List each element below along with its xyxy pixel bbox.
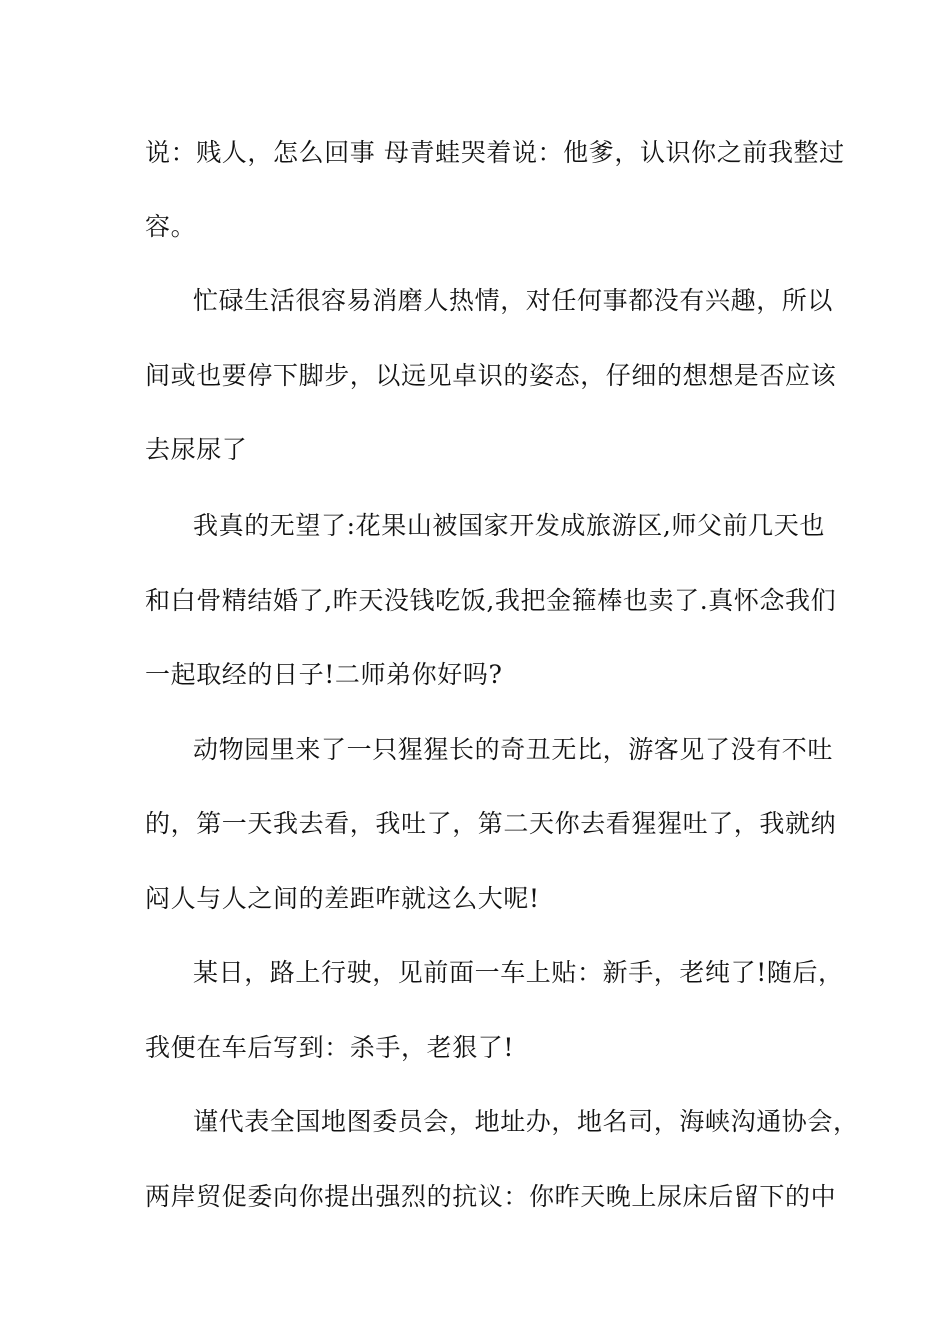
text-line-6: 我真的无望了:花果山被国家开发成旅游区,师父前几天也 [193,511,825,540]
text-line-2: 容。 [145,212,197,241]
text-line-4: 间或也要停下脚步，以远见卓识的姿态，仔细的想想是否应该 [145,361,837,390]
text-line-11: 闷人与人之间的差距咋就这么大呢! [145,884,540,913]
text-line-10: 的，第一天我去看，我吐了，第二天你去看猩猩吐了，我就纳 [145,809,837,838]
text-line-7: 和白骨精结婚了,昨天没钱吃饭,我把金箍棒也卖了.真怀念我们 [145,586,837,615]
text-line-3: 忙碌生活很容易消磨人热情，对任何事都没有兴趣，所以 [193,286,834,315]
text-line-15: 两岸贸促委向你提出强烈的抗议：你昨天晚上尿床后留下的中 [145,1182,837,1211]
text-line-5: 去尿尿了 [145,435,248,464]
text-line-12: 某日，路上行驶，见前面一车上贴：新手，老纯了!随后， [193,958,844,987]
text-line-1: 说：贱人，怎么回事 母青蛙哭着说：他爹，认识你之前我整过 [145,138,845,167]
text-line-14: 谨代表全国地图委员会，地址办，地名司，海峡沟通协会， [193,1107,859,1136]
text-line-9: 动物园里来了一只猩猩长的奇丑无比，游客见了没有不吐 [193,735,834,764]
text-line-13: 我便在车后写到：杀手，老狠了! [145,1033,515,1062]
text-line-8: 一起取经的日子!二师弟你好吗? [145,660,503,689]
